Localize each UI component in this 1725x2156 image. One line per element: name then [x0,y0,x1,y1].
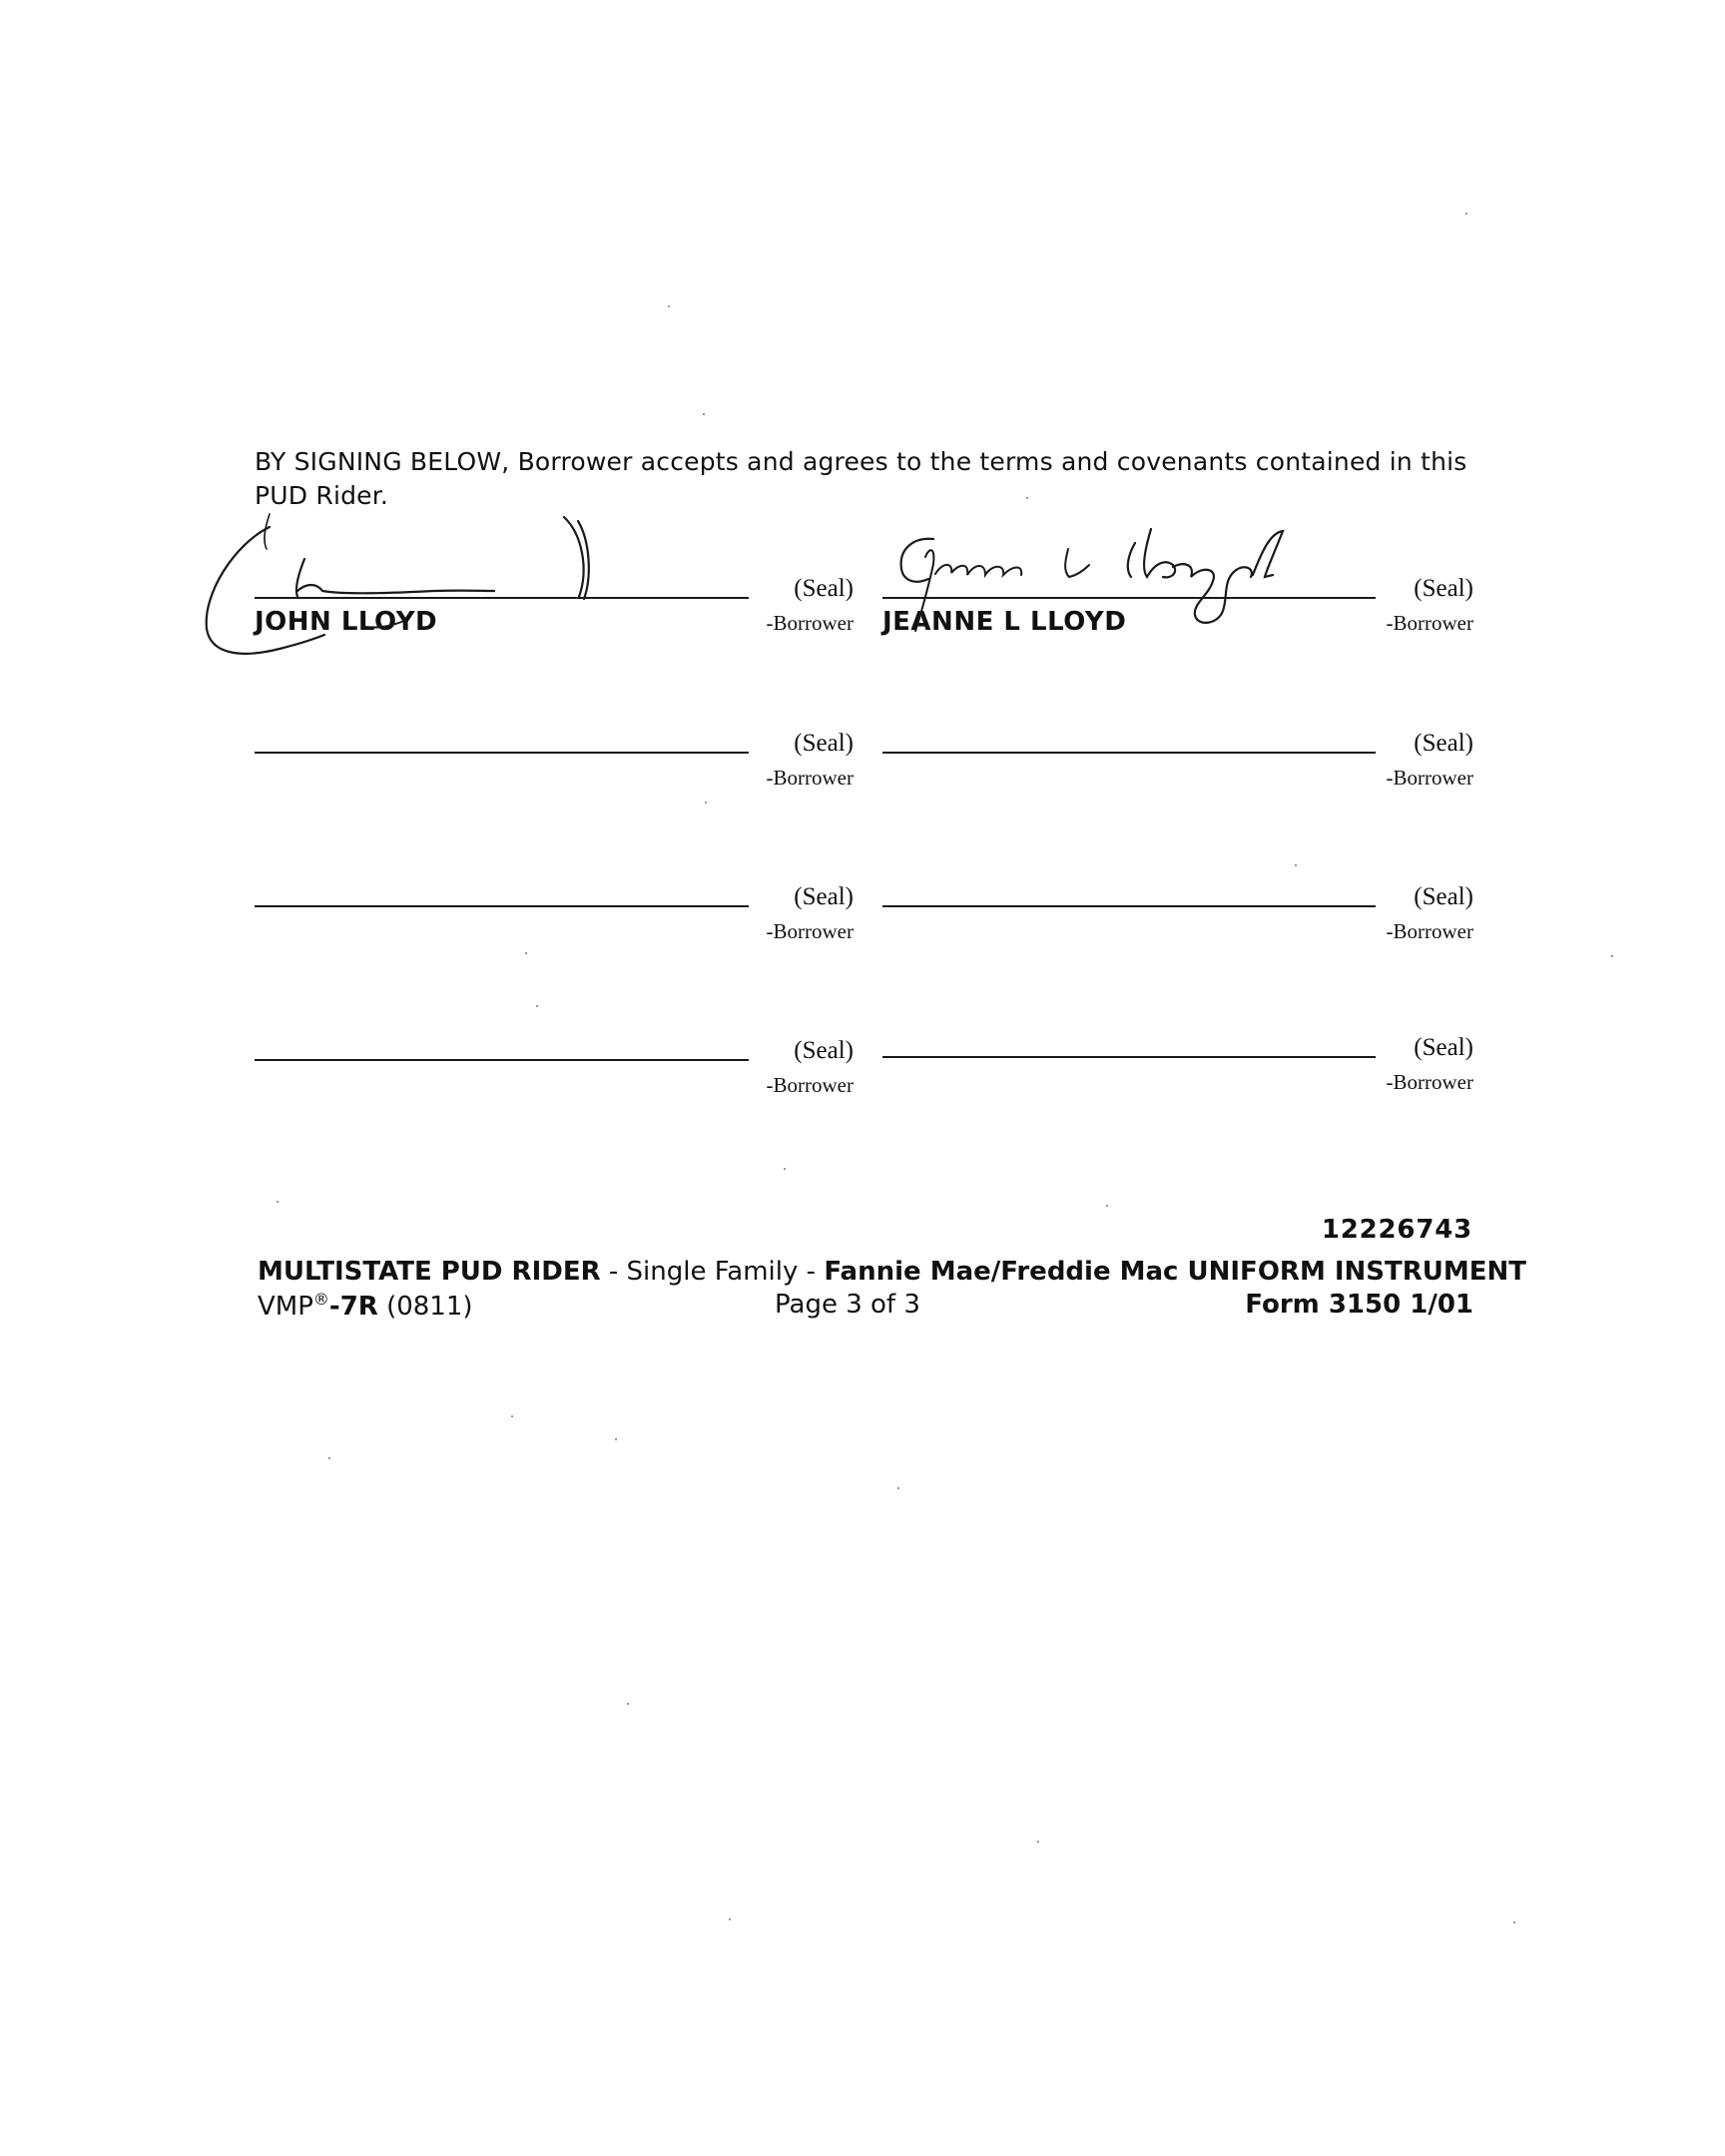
borrower-label: -Borrower [1386,766,1473,790]
seal-label: (Seal) [1414,1034,1473,1061]
form-info-line [258,1290,1473,1324]
seal-label: (Seal) [794,575,854,602]
jeanne-lloyd-handwritten-signature [873,519,1353,639]
scan-speck [705,802,707,804]
signature-block-blank [882,1008,1473,1094]
scan-speck [1026,497,1028,499]
john-lloyd-handwritten-signature [195,499,624,669]
seal-label: (Seal) [1414,575,1473,602]
form-title-line [258,1257,1526,1287]
signature-line [882,752,1376,754]
registered-mark: ® [312,1290,329,1309]
seal-label: (Seal) [794,1037,854,1064]
seal-label: (Seal) [794,730,854,757]
signature-line [882,1056,1376,1058]
borrower-label: -Borrower [1386,919,1473,943]
signature-line [882,905,1376,907]
form-title: MULTISTATE PUD RIDER [258,1257,601,1287]
signature-line [255,1059,749,1061]
instrument-name: Fannie Mae/Freddie Mac UNIFORM INSTRUMENT [824,1257,1527,1287]
seal-label: (Seal) [1414,883,1473,910]
signature-line [255,752,749,754]
acceptance-statement: BY SIGNING BELOW, Borrower accepts and agrees to the terms and covenants contained in this PUD Rider. [255,447,1467,510]
scan-speck [703,413,705,415]
scan-speck [328,1457,330,1459]
form-type: - Single Family - [608,1257,817,1287]
loan-number: 12226743 [1321,1215,1472,1245]
scan-speck [1465,213,1467,215]
vmp-prefix: VMP [258,1292,313,1322]
scan-speck [897,1487,899,1489]
scan-speck [536,1005,538,1007]
borrower-label: -Borrower [1386,1070,1473,1094]
vmp-version: (0811) [386,1292,473,1322]
scan-speck [615,1438,617,1440]
scan-speck [784,1168,786,1170]
scan-speck [1295,864,1297,866]
signature-block-blank [255,704,854,790]
scan-speck [277,1201,279,1203]
signature-block-blank [882,704,1473,790]
scan-speck [627,1703,629,1705]
scan-speck [511,1415,513,1417]
scan-speck [1106,1205,1108,1207]
seal-label: (Seal) [1414,730,1473,757]
vmp-code [258,1290,473,1322]
scan-speck [1513,1921,1515,1923]
signature-block-blank [882,857,1473,943]
borrower-label: -Borrower [766,919,854,943]
scan-speck [729,1918,731,1920]
scan-speck [668,305,670,307]
seal-label: (Seal) [794,883,854,910]
vmp-code-number: -7R [328,1292,378,1322]
borrower-label: -Borrower [766,1073,854,1097]
scan-speck [525,952,527,954]
signature-block-blank [255,1011,854,1097]
scan-speck [1611,955,1613,957]
borrower-label: -Borrower [1386,611,1473,635]
signature-block-blank [255,857,854,943]
borrower-label: -Borrower [766,611,854,635]
signer-name: JOHN LLOYD [255,607,438,637]
signer-name: JEANNE L LLOYD [882,607,1127,637]
borrower-label: -Borrower [766,766,854,790]
signature-line [255,905,749,907]
scan-speck [1037,1841,1039,1843]
form-number: Form 3150 1/01 [1245,1290,1473,1320]
page-number: Page 3 of 3 [775,1290,920,1320]
